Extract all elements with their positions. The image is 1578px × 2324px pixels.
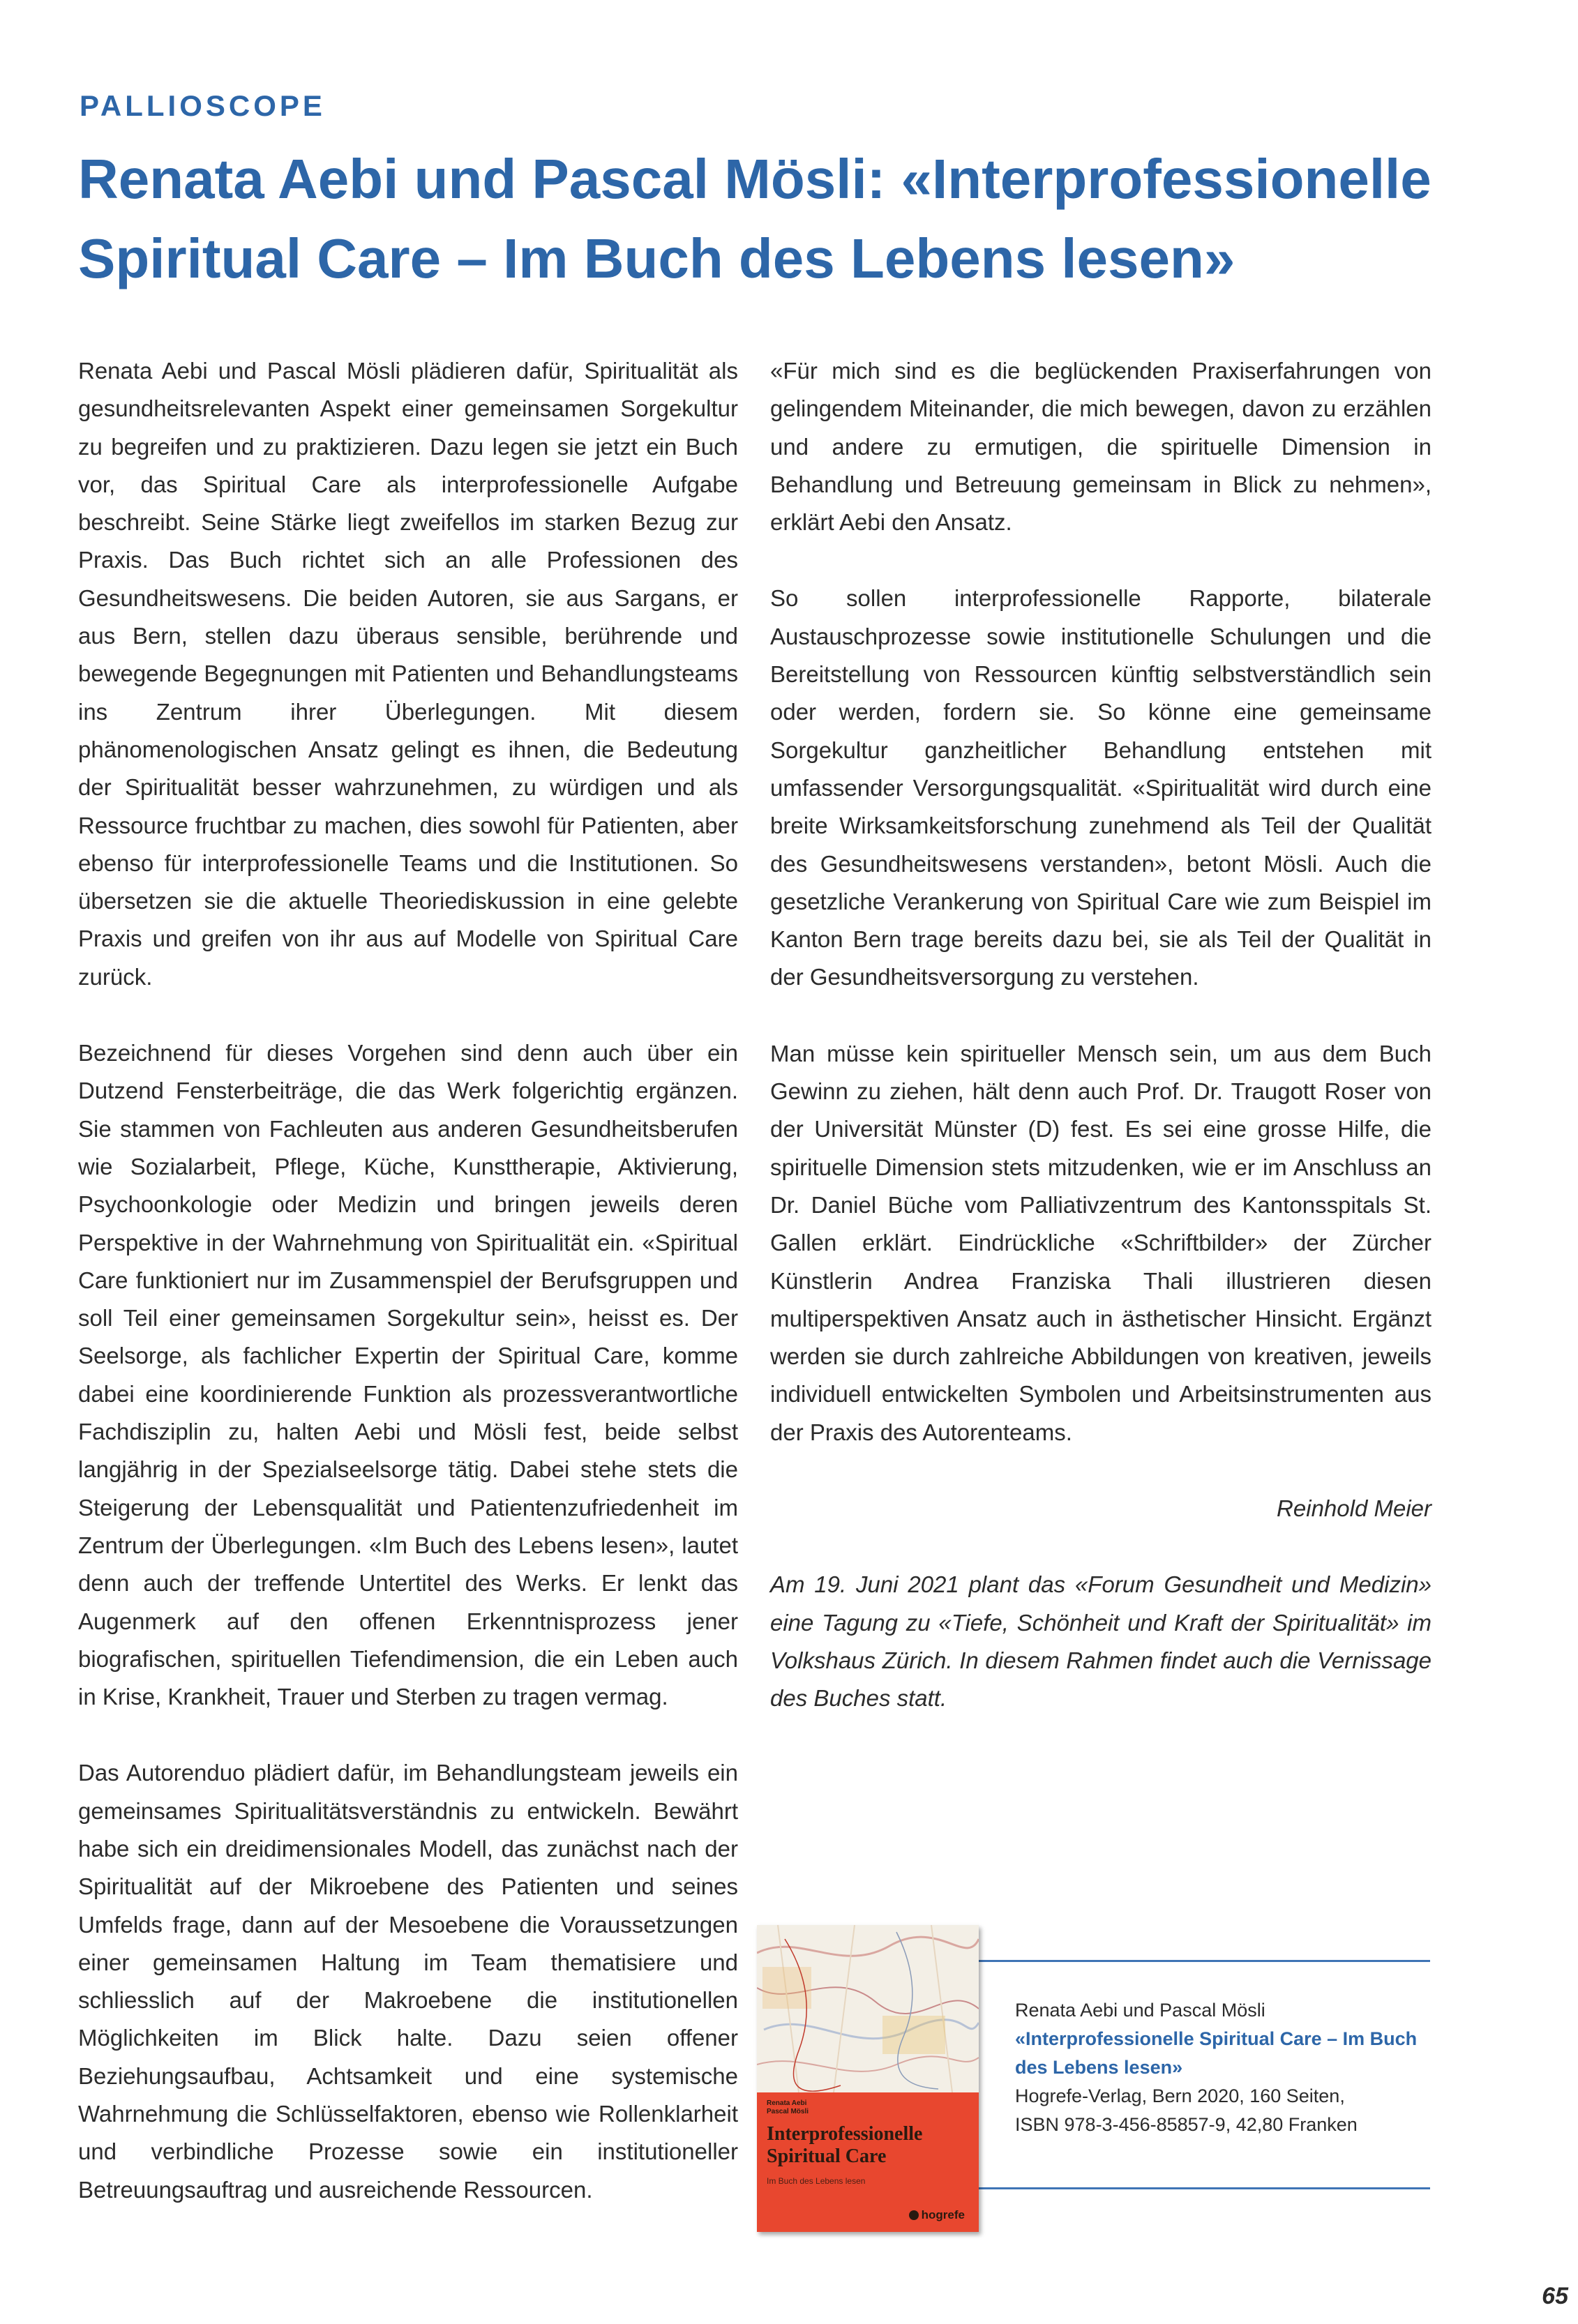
- article-author: Reinhold Meier: [1277, 1495, 1432, 1522]
- page-number: 65: [1542, 2283, 1568, 2309]
- right-column: [770, 352, 1432, 1756]
- book-title: «Interprofessionelle Spiritual Care – Im Buch des Lebens lesen»: [1015, 2028, 1418, 2078]
- paragraph: «Für mich sind es die beglückenden Praxiserfahrungen von gelingendem Miteinander, die mich bewegen, davon zu erzählen und andere zu ermutigen, die spirituelle Dimension in Behandlung und Betreuung gemeinsam in Blick zu nehmen», erklärt Aebi den Ansatz.: [770, 358, 1432, 536]
- paragraph: So sollen interprofessionelle Rapporte, bilaterale Austauschprozesse sowie institutionelle Schulungen und die Bereitstellung von Ressourcen künftig selbstverständlich sein oder werden, fordern sie. So könne eine gemeinsame Sorgekultur ganzheitlicher Behandlung entstehen mit umfassender Versorgungsqualität. «Spiritualität wird durch eine breite Wirksamkeitsforschung zunehmend als Teil der Qualität des Gesundheitswesens verstanden», betont Mösli. Auch die gesetzliche Verankerung von Spiritual Care wie zum Beispiel im Kanton Bern trage bereits dazu bei, sie als Teil der Qualität in der Gesundheitsversorgung zu verstehen.: [770, 585, 1432, 990]
- book-box-top-rule: [974, 1960, 1430, 1962]
- cover-subtitle: Im Buch des Lebens lesen: [767, 2176, 866, 2186]
- book-publisher: Hogrefe-Verlag, Bern 2020, 160 Seiten,: [1015, 2085, 1345, 2106]
- paragraph: Bezeichnend für dieses Vorgehen sind denn auch über ein Dutzend Fensterbeiträge, die das Werk folgerichtig ergänzen. Sie stammen von Fachleuten aus anderen Gesundheitsberufen wie Sozialarbeit, Pflege, Küche, Kunsttherapie, Aktivierung, Psychoonkologie oder Medizin und bringen jeweils deren Perspektive in der Wahrnehmung von Spiritualität ein. «Spiritual Care funktioniert nur im Zusammenspiel der Berufsgruppen und soll Teil einer gemeinsamen Sorgekultur sein», heisst es. Der Seelsorge, als fachlicher Expertin der Spiritual Care, komme dabei eine koordinierende Funktion als prozessverantwortliche Fachdisziplin zu, halten Aebi und Mösli fest, beide selbst langjährig in der Spezialseelsorge tätig. Dabei stehe stets die Steigerung der Lebensqualität und Patientenzufriedenheit im Zentrum der Überlegungen. «Im Buch des Lebens lesen», lautet denn auch der treffende Untertitel des Werks. Er lenkt das Augenmerk auf den offenen Erkenntnisprozess jener biografischen, spirituellen Tiefendimension, die ein Leben auch in Krise, Krankheit, Trauer und Sterben zu tragen vermag.: [78, 1040, 738, 1710]
- cover-title: Interprofessionelle Spiritual Care: [767, 2123, 923, 2167]
- hogrefe-logo-icon: [909, 2210, 919, 2220]
- article-headline: Renata Aebi und Pascal Mösli: «Interprofessionelle Spiritual Care – Im Buch des Lebens lesen»: [78, 148, 1432, 289]
- section-label: PALLIOSCOPE: [80, 89, 326, 122]
- cover-artwork: [757, 1925, 979, 2092]
- paragraph: Das Autorenduo plädiert dafür, im Behandlungsteam jeweils ein gemeinsames Spiritualitätsverständnis zu entwickeln. Bewährt habe sich ein dreidimensionales Modell, das zunächst nach der Spiritualität auf der Mikroebene des Patienten und seines Umfelds frage, dann auf der Mesoebene die Voraussetzungen einer gemeinsamen Haltung im Team thematisiere und schliesslich auf der Makroebene die institutionellen Möglichkeiten im Blick halte. Dazu seien offener Beziehungsaufbau, Achtsamkeit und eine systemische Wahrnehmung die Schlüsselfaktoren, ebenso wie Rollenklarheit und verbindliche Prozesse sowie ein institutioneller Betreuungsauftrag und ausreichende Ressourcen.: [78, 1760, 738, 2203]
- event-note: Am 19. Juni 2021 plant das «Forum Gesundheit und Medizin» eine Tagung zu «Tiefe, Schönheit und Kraft der Spiritualität» im Volkshaus Zürich. In diesem Rahmen findet auch die Vernissage des Buches statt.: [770, 1571, 1432, 1712]
- cover-publisher-logo: hogrefe: [909, 2208, 965, 2222]
- book-isbn: ISBN 978-3-456-85857-9, 42,80 Franken: [1015, 2114, 1358, 2135]
- book-authors: Renata Aebi und Pascal Mösli: [1015, 2000, 1265, 2021]
- paragraph: Renata Aebi und Pascal Mösli plädieren dafür, Spiritualität als gesundheitsrelevanten Aspekt einer gemeinsamen Sorgekultur zu begreifen und zu praktizieren. Dazu legen sie jetzt ein Buch vor, das Spiritual Care als interprofessionelle Aufgabe beschreibt. Seine Stärke liegt zweifellos im starken Bezug zur Praxis. Das Buch richtet sich an alle Professionen des Gesundheitswesens. Die beiden Autoren, sie aus Sargans, er aus Bern, stellen dazu überaus sensible, berührende und bewegende Begegnungen mit Patienten und Behandlungsteams ins Zentrum ihrer Überlegungen. Mit diesem phänomenologischen Ansatz gelingt es ihnen, die Bedeutung der Spiritualität besser wahrzunehmen, zu würdigen und als Ressource fruchtbar zu machen, dies sowohl für Patienten, aber ebenso für interprofessionelle Teams und die Institutionen. So übersetzen sie die aktuelle Theoriediskussion in eine gelebte Praxis und greifen von ihr aus auf Modelle von Spiritual Care zurück.: [78, 358, 738, 990]
- book-cover-image: [757, 1925, 979, 2232]
- book-box-bottom-rule: [974, 2187, 1430, 2189]
- left-column: [78, 352, 738, 2247]
- paragraph: Man müsse kein spiritueller Mensch sein, um aus dem Buch Gewinn zu ziehen, hält denn auch Prof. Dr. Traugott Roser von der Universität Münster (D) fest. Es sei eine grosse Hilfe, die spirituelle Dimension stets mitzudenken, wie er im Anschluss an Dr. Daniel Büche vom Palliativzentrum des Kantonsspitals St. Gallen erklärt. Eindrückliche «Schriftbilder» der Zürcher Künstlerin Andrea Franziska Thali illustrieren diesen multiperspektiven Ansatz auch in ästhetischer Hinsicht. Ergänzt werden sie durch zahlreiche Abbildungen von kreativen, jeweils individuell entwickelten Symbolen und Arbeitsinstrumenten aus der Praxis des Autorenteams.: [770, 1040, 1432, 1445]
- cover-title-band: [757, 2092, 979, 2232]
- book-info: [1015, 1996, 1427, 2139]
- cover-authors: Renata Aebi Pascal Mösli: [767, 2099, 809, 2115]
